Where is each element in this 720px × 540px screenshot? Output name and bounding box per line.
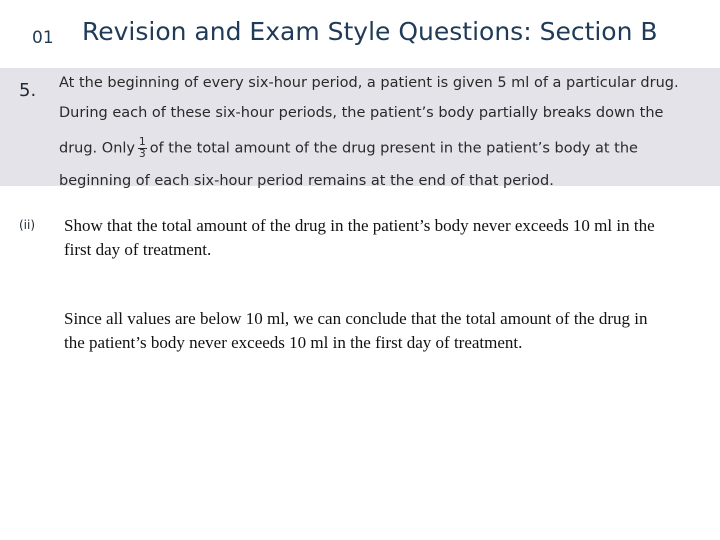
question-line-3-end: of the total amount of the drug present in the patient’s body at the bbox=[149, 140, 638, 157]
question-line-3-start: drug. Only bbox=[59, 140, 135, 157]
page-title: Revision and Exam Style Questions: Section B bbox=[82, 17, 658, 46]
part-label: (ii) bbox=[19, 218, 36, 232]
question-number: 5. bbox=[19, 80, 37, 101]
question-line-1: At the beginning of every six-hour period, a patient is given 5 ml of a particular drug. bbox=[59, 75, 679, 91]
question-line-3 bbox=[59, 137, 709, 171]
part-question-text: Show that the total amount of the drug in the patient’s body never exceeds 10 ml in the first day of treatment. bbox=[64, 216, 655, 259]
section-number: 01 bbox=[32, 28, 54, 48]
question-line-4: beginning of each six-hour period remains at the end of that period. bbox=[59, 173, 554, 189]
fraction-one-third bbox=[138, 137, 147, 160]
fraction-denominator: 3 bbox=[139, 148, 146, 160]
question-text bbox=[59, 73, 709, 205]
answer-text: Since all values are below 10 ml, we can conclude that the total amount of the drug in the patient’s body never exceeds 10 ml in the first day of treatment. bbox=[64, 309, 648, 352]
question-line-2: During each of these six-hour periods, the patient’s body partially breaks down the bbox=[59, 105, 664, 121]
fraction-numerator: 1 bbox=[139, 136, 146, 148]
